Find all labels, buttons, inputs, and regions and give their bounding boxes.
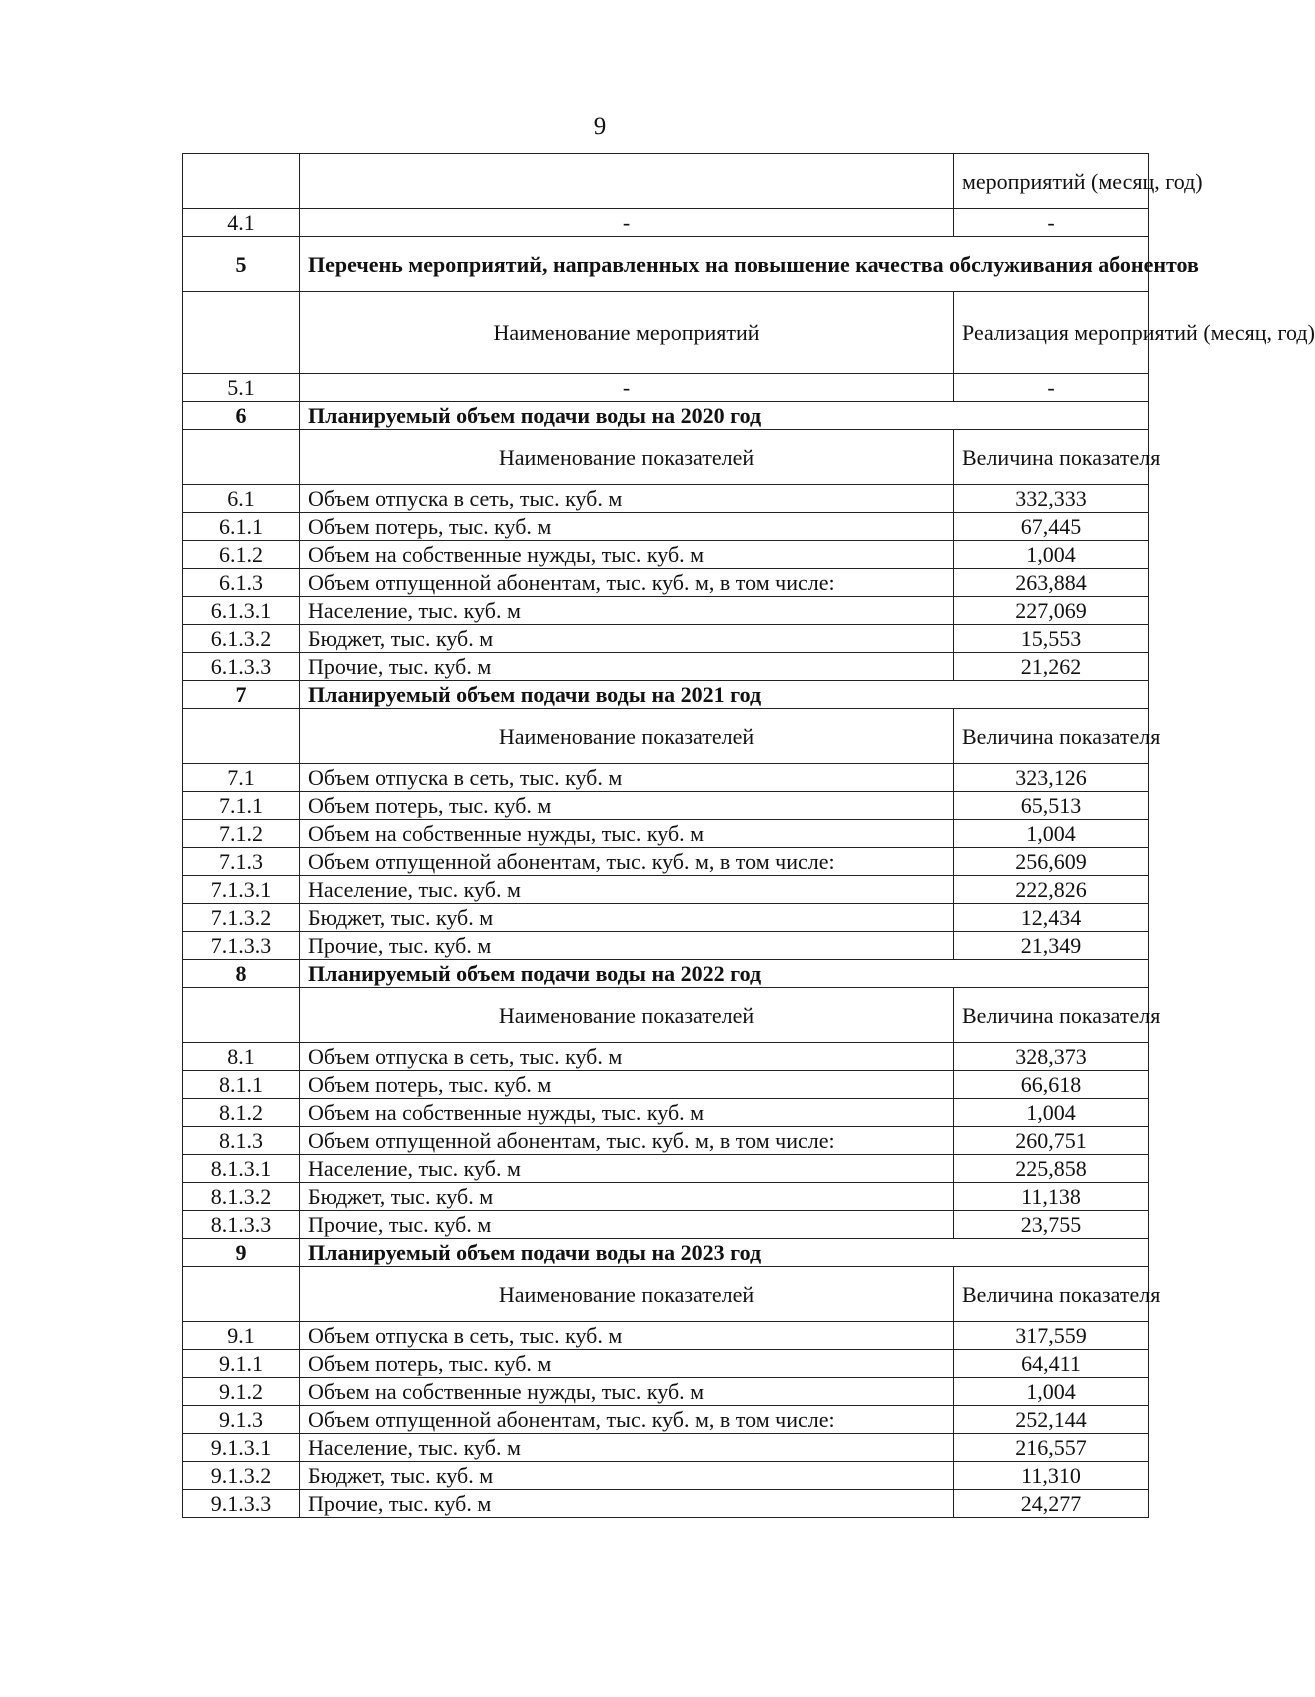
row-value-cell: 222,826 (954, 876, 1149, 904)
table-row (183, 1211, 1149, 1239)
row-value-cell: 66,618 (954, 1071, 1149, 1099)
row-number-cell (183, 154, 300, 209)
section-number-cell: 7 (183, 681, 300, 709)
row-number-cell: 7.1.1 (183, 792, 300, 820)
row-name-cell: Объем отпуска в сеть, тыс. куб. м (300, 485, 954, 513)
value-header-cell: Величина показателя (954, 430, 1149, 485)
table-row (183, 1350, 1149, 1378)
row-value-cell: 332,333 (954, 485, 1149, 513)
page-number: 9 (593, 113, 607, 140)
name-header-cell: Наименование показателей (300, 430, 954, 485)
table-row (183, 513, 1149, 541)
row-number-cell: 8.1.3 (183, 1127, 300, 1155)
row-name-cell: Прочие, тыс. куб. м (300, 1490, 954, 1518)
row-value-cell: 260,751 (954, 1127, 1149, 1155)
indicators-table (182, 153, 1315, 1518)
row-name-cell: Объем отпуска в сеть, тыс. куб. м (300, 1322, 954, 1350)
row-value-cell: 263,884 (954, 569, 1149, 597)
row-number-cell: 5.1 (183, 374, 300, 402)
row-number-cell: 7.1.2 (183, 820, 300, 848)
row-number-cell: 9.1.1 (183, 1350, 300, 1378)
table-row (183, 848, 1149, 876)
row-name-cell: Население, тыс. куб. м (300, 597, 954, 625)
row-number-cell: 6.1.3.3 (183, 653, 300, 681)
row-number-cell: 9.1.2 (183, 1378, 300, 1406)
row-value-cell: 21,262 (954, 653, 1149, 681)
row-name-cell: - (300, 209, 954, 237)
row-name-cell: Объем на собственные нужды, тыс. куб. м (300, 820, 954, 848)
table-row (183, 1462, 1149, 1490)
section-title-row (183, 402, 1149, 430)
name-header-cell: Наименование показателей (300, 988, 954, 1043)
row-value-cell: 15,553 (954, 625, 1149, 653)
row-name-cell: Прочие, тыс. куб. м (300, 1211, 954, 1239)
section-title-cell: Перечень мероприятий, направленных на повышение качества обслуживания абонентов (300, 237, 1149, 292)
header-number-cell (183, 1267, 300, 1322)
header-number-cell (183, 430, 300, 485)
row-name-cell: Объем отпущенной абонентам, тыс. куб. м, в том числе: (300, 1406, 954, 1434)
row-name-cell: Объем потерь, тыс. куб. м (300, 792, 954, 820)
table-row (183, 792, 1149, 820)
table-row (183, 764, 1149, 792)
row-name-cell: Объем потерь, тыс. куб. м (300, 1350, 954, 1378)
row-value-cell: 317,559 (954, 1322, 1149, 1350)
section-header-row (183, 430, 1149, 485)
row-name-cell: Объем на собственные нужды, тыс. куб. м (300, 1099, 954, 1127)
row-name-cell: Объем отпущенной абонентам, тыс. куб. м, в том числе: (300, 848, 954, 876)
section-number-cell: 6 (183, 402, 300, 430)
row-number-cell: 8.1.2 (183, 1099, 300, 1127)
row-value-cell: 1,004 (954, 1378, 1149, 1406)
table-row (183, 374, 1149, 402)
row-number-cell: 8.1.1 (183, 1071, 300, 1099)
row-value-cell: 1,004 (954, 820, 1149, 848)
row-name-cell: Население, тыс. куб. м (300, 876, 954, 904)
section-header-row (183, 292, 1149, 374)
table-row (183, 569, 1149, 597)
row-number-cell: 7.1.3.3 (183, 932, 300, 960)
row-number-cell: 6.1.3.2 (183, 625, 300, 653)
row-value-cell: - (954, 209, 1149, 237)
row-value-cell: 1,004 (954, 1099, 1149, 1127)
table-row (183, 209, 1149, 237)
row-name-cell: Прочие, тыс. куб. м (300, 932, 954, 960)
row-number-cell: 9.1.3 (183, 1406, 300, 1434)
section-title-cell: Планируемый объем подачи воды на 2020 год (300, 402, 1149, 430)
row-number-cell: 9.1.3.1 (183, 1434, 300, 1462)
row-number-cell: 9.1.3.2 (183, 1462, 300, 1490)
value-header-cell: Реализация мероприятий (месяц, год) (954, 292, 1149, 374)
row-value-cell: 64,411 (954, 1350, 1149, 1378)
row-value-cell: 252,144 (954, 1406, 1149, 1434)
row-name-cell: Население, тыс. куб. м (300, 1155, 954, 1183)
row-name-cell: Объем потерь, тыс. куб. м (300, 1071, 954, 1099)
table-row (183, 154, 1149, 209)
section-number-cell: 8 (183, 960, 300, 988)
value-header-cell: Величина показателя (954, 709, 1149, 764)
table-row (183, 1434, 1149, 1462)
table-row (183, 1183, 1149, 1211)
section-number-cell: 9 (183, 1239, 300, 1267)
row-number-cell: 8.1.3.3 (183, 1211, 300, 1239)
row-name-cell: Объем потерь, тыс. куб. м (300, 513, 954, 541)
row-value-cell: 227,069 (954, 597, 1149, 625)
table-row (183, 1322, 1149, 1350)
row-value-cell: 12,434 (954, 904, 1149, 932)
row-number-cell: 7.1.3.2 (183, 904, 300, 932)
row-number-cell: 6.1.2 (183, 541, 300, 569)
table-row (183, 1043, 1149, 1071)
section-header-row (183, 1267, 1149, 1322)
row-value-cell: 11,138 (954, 1183, 1149, 1211)
value-header-cell: Величина показателя (954, 988, 1149, 1043)
row-name-cell: Бюджет, тыс. куб. м (300, 904, 954, 932)
row-value-cell: 225,858 (954, 1155, 1149, 1183)
row-number-cell: 9.1 (183, 1322, 300, 1350)
table-row (183, 597, 1149, 625)
section-header-row (183, 709, 1149, 764)
row-number-cell: 8.1.3.1 (183, 1155, 300, 1183)
section-title-row (183, 1239, 1149, 1267)
section-number-cell: 5 (183, 237, 300, 292)
row-value-cell: - (954, 374, 1149, 402)
row-value-cell: 11,310 (954, 1462, 1149, 1490)
row-value-cell: 256,609 (954, 848, 1149, 876)
row-name-cell: Объем отпуска в сеть, тыс. куб. м (300, 764, 954, 792)
row-value-cell: 323,126 (954, 764, 1149, 792)
row-number-cell: 8.1.3.2 (183, 1183, 300, 1211)
section-header-row (183, 988, 1149, 1043)
header-number-cell (183, 988, 300, 1043)
row-number-cell: 8.1 (183, 1043, 300, 1071)
row-number-cell: 6.1 (183, 485, 300, 513)
value-header-cell: мероприятий (месяц, год) (954, 154, 1149, 209)
row-name-cell: Объем отпуска в сеть, тыс. куб. м (300, 1043, 954, 1071)
row-name-cell: Прочие, тыс. куб. м (300, 653, 954, 681)
name-header-cell: Наименование показателей (300, 709, 954, 764)
section-title-cell: Планируемый объем подачи воды на 2021 год (300, 681, 1149, 709)
row-name-cell: Бюджет, тыс. куб. м (300, 1183, 954, 1211)
table-row (183, 904, 1149, 932)
name-header-cell: Наименование мероприятий (300, 292, 954, 374)
row-value-cell: 21,349 (954, 932, 1149, 960)
table-row (183, 1378, 1149, 1406)
row-value-cell: 1,004 (954, 541, 1149, 569)
row-value-cell: 328,373 (954, 1043, 1149, 1071)
table-row (183, 1406, 1149, 1434)
row-number-cell: 7.1.3.1 (183, 876, 300, 904)
name-header-cell: Наименование показателей (300, 1267, 954, 1322)
table-row (183, 1099, 1149, 1127)
row-number-cell: 6.1.1 (183, 513, 300, 541)
row-name-cell: Бюджет, тыс. куб. м (300, 1462, 954, 1490)
row-name-cell: Объем на собственные нужды, тыс. куб. м (300, 541, 954, 569)
row-value-cell: 23,755 (954, 1211, 1149, 1239)
row-number-cell: 9.1.3.3 (183, 1490, 300, 1518)
row-value-cell: 216,557 (954, 1434, 1149, 1462)
table-row (183, 932, 1149, 960)
row-number-cell: 6.1.3 (183, 569, 300, 597)
section-title-row (183, 681, 1149, 709)
section-title-cell: Планируемый объем подачи воды на 2023 год (300, 1239, 1149, 1267)
section-title-cell: Планируемый объем подачи воды на 2022 год (300, 960, 1149, 988)
row-name-cell: Бюджет, тыс. куб. м (300, 625, 954, 653)
row-number-cell: 7.1.3 (183, 848, 300, 876)
section-title-row (183, 237, 1149, 292)
row-value-cell: 24,277 (954, 1490, 1149, 1518)
row-name-cell: Объем отпущенной абонентам, тыс. куб. м, в том числе: (300, 569, 954, 597)
header-number-cell (183, 709, 300, 764)
table-row (183, 1071, 1149, 1099)
row-number-cell: 6.1.3.1 (183, 597, 300, 625)
table-row (183, 653, 1149, 681)
table-row (183, 1155, 1149, 1183)
table-row (183, 625, 1149, 653)
row-value-cell: 67,445 (954, 513, 1149, 541)
row-name-cell (300, 154, 954, 209)
table-row (183, 485, 1149, 513)
table-row (183, 1127, 1149, 1155)
table-row (183, 820, 1149, 848)
row-name-cell: - (300, 374, 954, 402)
section-title-row (183, 960, 1149, 988)
row-name-cell: Объем отпущенной абонентам, тыс. куб. м, в том числе: (300, 1127, 954, 1155)
table-row (183, 541, 1149, 569)
row-number-cell: 4.1 (183, 209, 300, 237)
value-header-cell: Величина показателя (954, 1267, 1149, 1322)
row-name-cell: Население, тыс. куб. м (300, 1434, 954, 1462)
indicators-table-body (183, 154, 1315, 1518)
row-name-cell: Объем на собственные нужды, тыс. куб. м (300, 1378, 954, 1406)
row-number-cell: 7.1 (183, 764, 300, 792)
table-row (183, 1490, 1149, 1518)
table-row (183, 876, 1149, 904)
header-number-cell (183, 292, 300, 374)
row-value-cell: 65,513 (954, 792, 1149, 820)
